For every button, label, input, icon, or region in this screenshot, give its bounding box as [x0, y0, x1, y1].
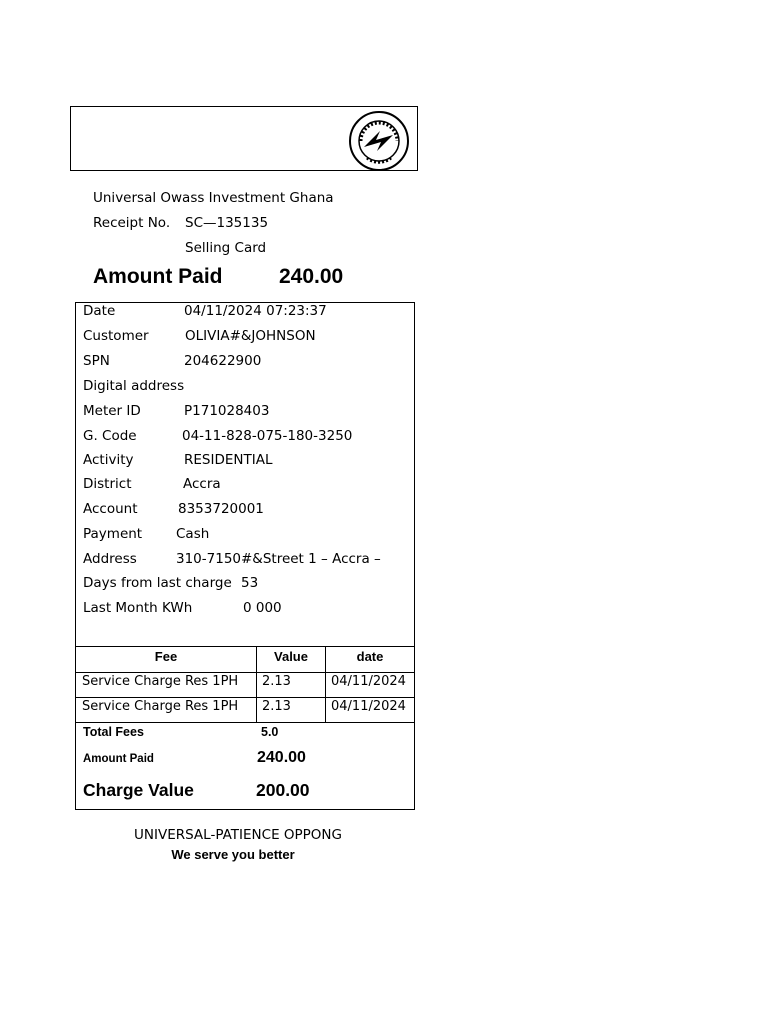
company-logo-icon	[347, 111, 411, 171]
detail-row-payment: Payment Cash	[83, 526, 210, 542]
detail-row-digital-address: Digital address	[83, 378, 185, 394]
detail-row-days-from-last-charge: Days from last charge 53	[83, 575, 259, 591]
receipt-type: Selling Card	[185, 240, 267, 256]
detail-row-district: District Accra	[83, 476, 221, 492]
detail-row-customer: Customer OLIVIA#&JOHNSON	[83, 328, 316, 344]
receipt-number: SC—135135	[185, 215, 269, 231]
total-fees-label: Total Fees	[83, 725, 144, 739]
amount-paid-total-label: Amount Paid	[83, 753, 154, 765]
table-cell-date: 04/11/2024	[331, 674, 406, 689]
table-cell-value: 2.13	[262, 699, 291, 714]
detail-row-last-month-kwh: Last Month KWh 0 000	[83, 600, 282, 616]
footer-slogan: We serve you better	[171, 847, 295, 862]
table-header-date: date	[356, 649, 384, 664]
table-cell-fee: Service Charge Res 1PH	[82, 674, 239, 689]
table-cell-date: 04/11/2024	[331, 699, 406, 714]
table-bottom-border	[76, 722, 414, 723]
detail-row-meter-id: Meter ID P171028403	[83, 403, 270, 419]
total-fees-value: 5.0	[261, 725, 279, 739]
receipt-label: Receipt No.	[93, 215, 171, 231]
receipt-details-box	[75, 302, 415, 810]
table-cell-fee: Service Charge Res 1PH	[82, 699, 239, 714]
detail-row-spn: SPN 204622900	[83, 353, 262, 369]
company-name: Universal Owass Investment Ghana	[93, 190, 334, 206]
table-row-border	[76, 697, 414, 698]
amount-paid-total-value: 240.00	[257, 749, 306, 766]
table-header-fee: Fee	[154, 649, 178, 664]
detail-row-account: Account 8353720001	[83, 501, 264, 517]
detail-row-g-code: G. Code 04-11-828-075-180-3250	[83, 428, 353, 444]
detail-row-address: Address 310-7150#&Street 1 – Accra –	[83, 551, 381, 567]
charge-value-value: 200.00	[256, 780, 310, 800]
table-top-border	[76, 646, 414, 647]
detail-row-date: Date 04/11/2024 07:23:37	[83, 303, 327, 319]
detail-row-activity: Activity RESIDENTIAL	[83, 452, 273, 468]
amount-paid-value: 240.00	[279, 265, 344, 288]
footer-name: UNIVERSAL-PATIENCE OPPONG	[134, 827, 342, 843]
table-cell-value: 2.13	[262, 674, 291, 689]
table-header-border	[76, 672, 414, 673]
amount-paid-label: Amount Paid	[93, 265, 223, 288]
table-header-value: Value	[274, 649, 308, 664]
charge-value-label: Charge Value	[83, 780, 194, 800]
